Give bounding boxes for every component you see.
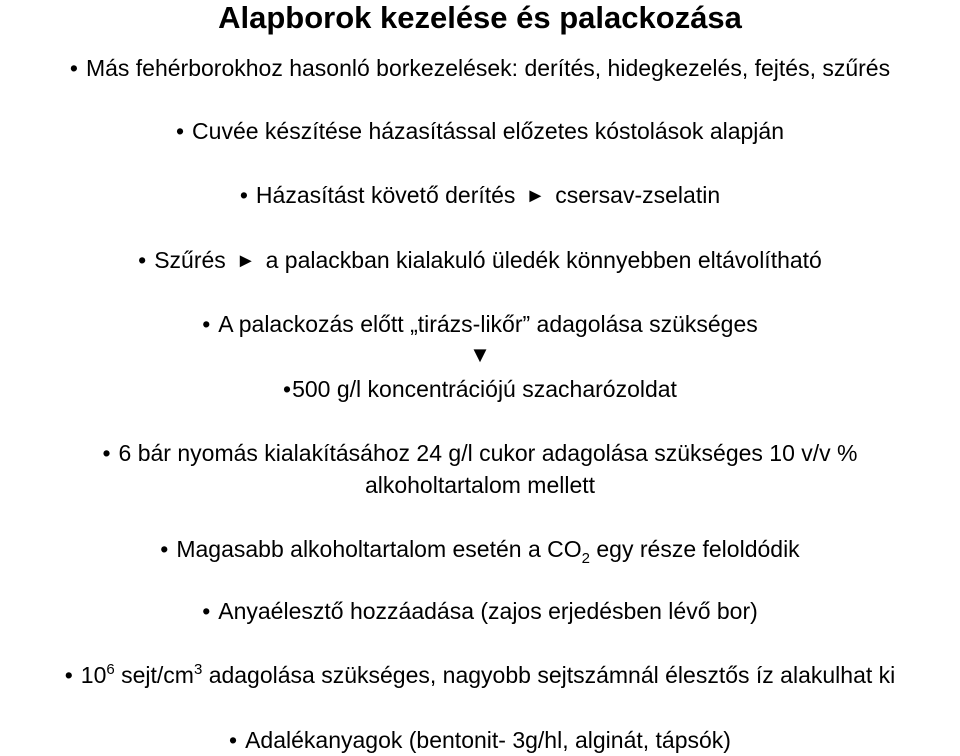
line-text: adagolása szükséges, nagyobb sejtszámnál élesztős íz alakulhat ki: [208, 662, 896, 688]
line-text: Adalékanyagok (bentonit- 3g/hl, alginát, tápsók): [245, 727, 731, 753]
line-text: Anyaélesztő hozzáadása (zajos erjedésben lévő bor): [218, 598, 758, 624]
bullet-icon: •: [102, 440, 111, 466]
line-text: Házasítást követő derítés: [255, 182, 516, 208]
bullet-line-sucrose: [0, 375, 960, 403]
line-text: 10: [80, 662, 107, 688]
subscript: 2: [581, 550, 590, 567]
line-text: 6 bár nyomás kialakításához 24 g/l cukor adagolása szükséges 10 v/v %: [118, 440, 858, 466]
line-text: A palackozás előtt „tirázs-likőr” adagolása szükséges: [218, 311, 758, 337]
line-text: Cuvée készítése házasítással előzetes kóstolások alapján: [192, 118, 784, 144]
arrow-right-icon: ►: [235, 250, 256, 272]
bullet-icon: •: [202, 311, 211, 337]
bullet-line-pressure: [0, 439, 960, 467]
slide-title: Alapborok kezelése és palackozása: [218, 0, 742, 35]
arrow-right-icon: ►: [525, 185, 546, 207]
bullet-line-yeast: [0, 597, 960, 625]
line-text: Más fehérborokhoz hasonló borkezelések: derítés, hidegkezelés, fejtés, szűrés: [85, 55, 891, 81]
bullet-line-cells: [0, 661, 960, 689]
line-text: Magasabb alkoholtartalom esetén a CO: [176, 536, 582, 562]
bullet-icon: •: [239, 182, 248, 208]
bullet-line-fining: [0, 181, 960, 210]
line-text: egy része feloldódik: [596, 536, 800, 562]
bullet-icon: •: [138, 247, 147, 273]
line-text: csersav-zselatin: [555, 182, 721, 208]
bullet-icon: •: [160, 536, 169, 562]
line-text: a palackban kialakuló üledék könnyebben eltávolítható: [265, 247, 822, 273]
bullet-line-additives: [0, 726, 960, 754]
superscript: 3: [193, 661, 203, 678]
line-text: sejt/cm: [121, 662, 194, 688]
bullet-line-bottling: [0, 310, 960, 338]
line-pressure-continuation: alkoholtartalom mellett: [364, 472, 596, 498]
line-text: Szűrés: [154, 247, 226, 273]
bullet-line-filtering: [0, 246, 960, 275]
bullet-line-co2: [0, 535, 960, 573]
bullet-icon: •: [283, 376, 292, 402]
bullet-icon: •: [229, 727, 238, 753]
bullet-icon: •: [69, 55, 78, 81]
line-text: 500 g/l koncentrációjú szacharózoldat: [292, 376, 677, 402]
superscript: 6: [106, 661, 115, 678]
bullet-line-treatments: [0, 54, 960, 82]
bullet-icon: •: [202, 598, 211, 624]
bullet-icon: •: [64, 662, 73, 688]
arrow-down-icon: ▼: [469, 342, 491, 367]
bullet-line-cuvee: [0, 117, 960, 145]
bullet-icon: •: [175, 118, 185, 144]
